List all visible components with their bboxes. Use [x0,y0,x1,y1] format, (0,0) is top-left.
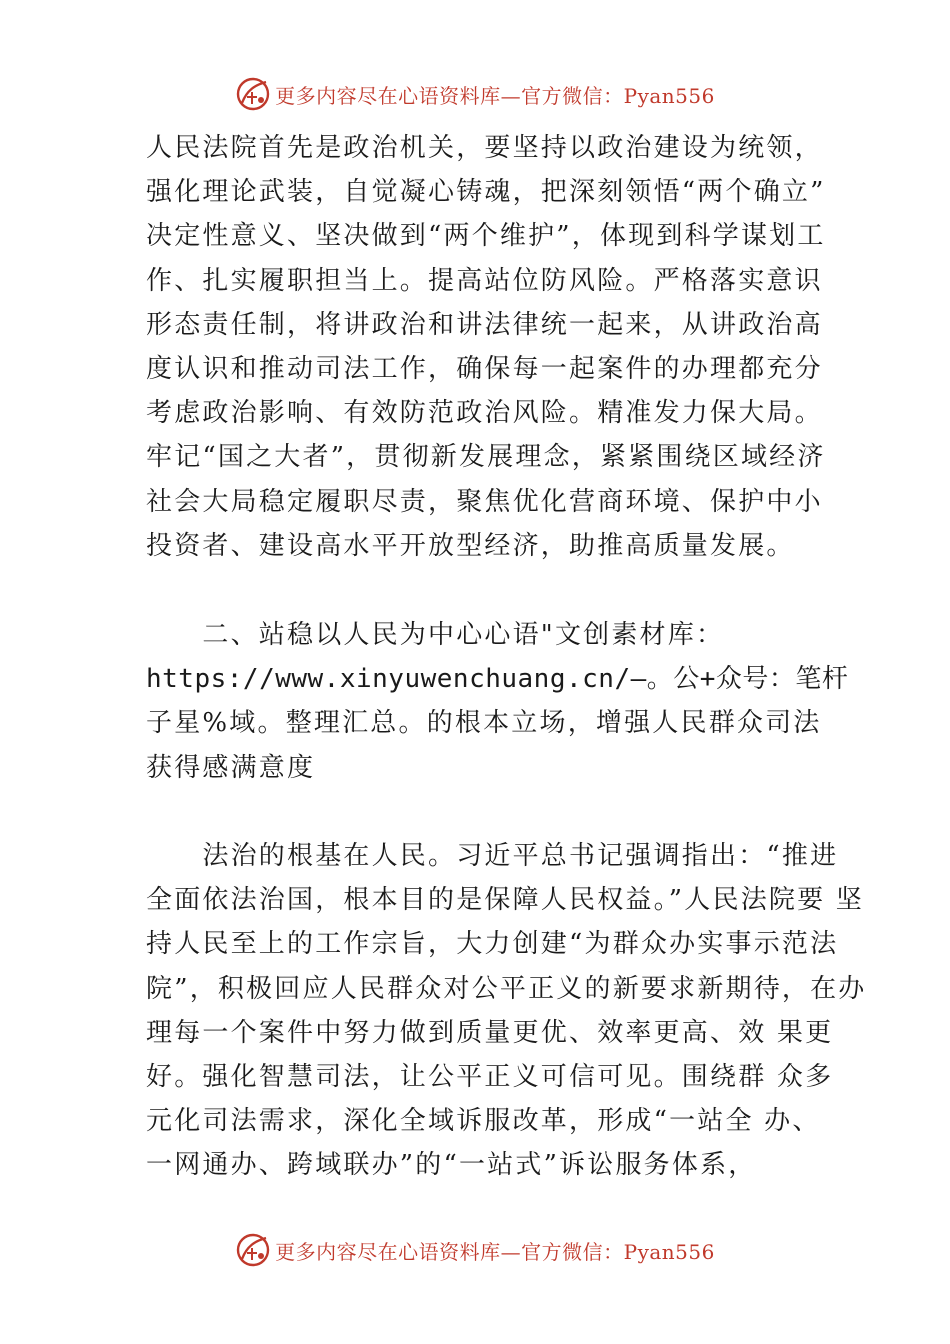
paragraph-1 [146,126,836,568]
text-line: 投资者、建设高水平开放型经济，助推高质量发展。 [146,530,795,561]
text-line: 牢记“国之大者”，贯彻新发展理念，紧紧围绕区域经济 [146,442,826,473]
text-line: 形态责任制，将讲政治和讲法律统一起来，从讲政治高 [146,309,823,340]
text-line: 理每一个案件中努力做到质量更优、效率更高、效 果更 [146,1017,834,1048]
paragraph-3 [146,834,867,1188]
text-line: 强化理论武装，自觉凝心铸魂，把深刻领悟“两个确立” [146,177,826,208]
text-line: 作、扎实履职担当上。提高站位防风险。严格落实意识 [146,265,823,296]
url-line: https://www.xinyuwenchuang.cn/—。公+众号：笔杆 [146,664,849,695]
text-line: 子星%域。整理汇总。的根本立场，增强人民群众司法 [146,708,822,739]
text-line: 获得感满意度 [146,752,316,783]
text-line: 度认识和推动司法工作，确保每一起案件的办理都充分 [146,353,823,384]
text-line: 法治的根基在人民。习近平总书记强调指出：“推进 [146,841,839,871]
text-line: 好。强化智慧司法，让公平正义可信可见。围绕群 众多 [146,1061,834,1092]
section-heading-2 [146,613,849,790]
text-line: 元化司法需求，深化全域诉服改革，形成“一站全 办、 [146,1106,821,1137]
text-line: 全面依法治国，根本目的是保障人民权益。”人民法院要 坚 [146,885,864,916]
header-banner-text: 更多内容尽在心语资料库—官方微信：Pyan556 [275,83,715,108]
text-line: 人民法院首先是政治机关，要坚持以政治建设为统领， [146,133,823,163]
text-line: 社会大局稳定履职尽责，聚焦优化营商环境、保护中小 [146,486,823,517]
text-line: 考虑政治影响、有效防范政治风险。精准发力保大局。 [146,398,823,429]
text-line: 一网通办、跨域联办”的“一站式”诉讼服务体系， [146,1150,757,1181]
text-line: 持人民至上的工作宗旨，大力创建“为群众办实事示范法 [146,929,839,960]
brand-logo-icon [235,1232,271,1268]
footer-banner-text: 更多内容尽在心语资料库—官方微信：Pyan556 [275,1239,715,1264]
text-line: 院”，积极回应人民群众对公平正义的新要求新期待，在办 [146,973,867,1004]
text-line: 二、站稳以人民为中心心语"文创素材库： [146,620,725,650]
brand-logo-icon [235,76,271,112]
text-line: 决定性意义、坚决做到“两个维护”，体现到科学谋划工 [146,221,826,252]
footer-banner [0,1230,950,1270]
header-banner [0,74,950,114]
